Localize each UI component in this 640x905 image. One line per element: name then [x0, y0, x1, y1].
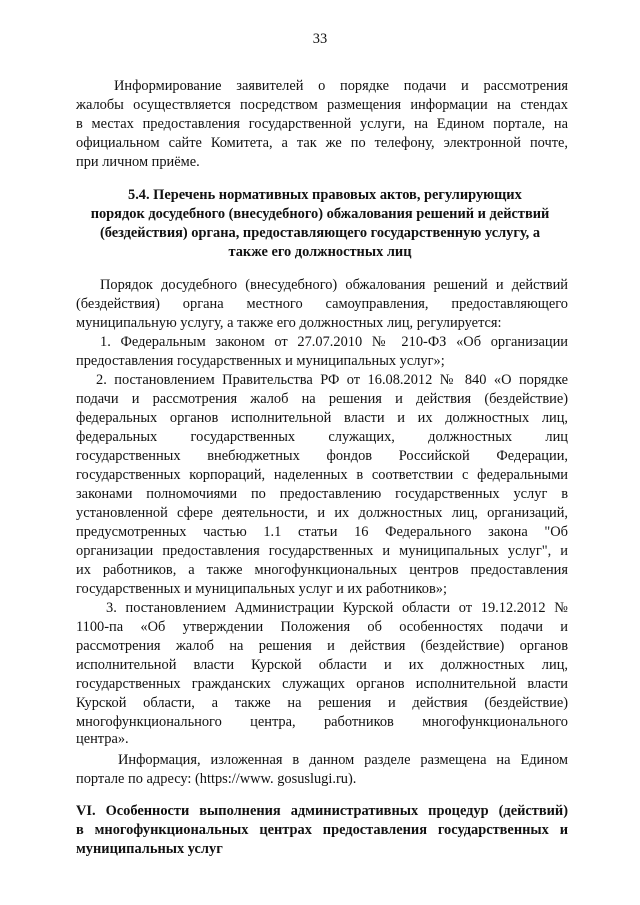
text-line: федеральных государственных служащих, должностных лиц: [76, 429, 568, 445]
heading-line: VI. Особенности выполнения административных процедур (действий): [76, 803, 568, 819]
text-line: исполнительной власти Курской области и их должностных лиц,: [76, 657, 568, 673]
text-line: их работников, а также многофункциональных центров предоставления: [76, 562, 568, 578]
text-line: федеральных органов исполнительной власти и их должностных лиц,: [76, 410, 568, 426]
text-line: 1100-па «Об утверждении Положения об особенностях подачи и: [76, 619, 568, 635]
heading-line: порядок досудебного (внесудебного) обжалования решений и действий: [90, 206, 550, 222]
text-line: законами полномочиями по предоставлению государственных услуг в: [76, 486, 568, 502]
text-line: портале по адресу: (https://www. gosuslugi.ru).: [76, 771, 357, 787]
heading-line: муниципальных услуг: [76, 841, 223, 857]
text-line: (бездействия) органа местного самоуправления, предоставляющего: [76, 296, 568, 312]
heading-line: (бездействия) органа, предоставляющего государственную услугу, а: [99, 225, 541, 241]
text-line: подачи и рассмотрения жалоб на решения и действия (бездействие): [76, 391, 568, 407]
text-line: рассмотрения жалоб на решения и действия (бездействие) органов: [76, 638, 568, 654]
text-line: в местах предоставления государственной услуги, на Едином портале, на: [76, 116, 568, 132]
text-line: жалобы осуществляется посредством размещения информации на стендах: [76, 97, 568, 113]
text-line: официальном сайте Комитета, а так же по телефону, электронной почте,: [76, 135, 568, 151]
text-line: Курской области, а также на решения и действия (бездействие): [76, 695, 568, 711]
heading-line: 5.4. Перечень нормативных правовых актов, регулирующих: [128, 187, 522, 203]
text-line: государственных внебюджетных фондов Российской Федерации,: [76, 448, 568, 464]
text-line: Информирование заявителей о порядке подачи и рассмотрения: [114, 78, 568, 94]
page-number: 33: [312, 31, 328, 47]
text-line: организации предоставления государственных и муниципальных услуг", и: [76, 543, 568, 559]
text-line: установленной сфере деятельности, и их должностных лиц, организаций,: [76, 505, 568, 521]
heading-line: также его должностных лиц: [228, 244, 412, 260]
text-line: муниципальную услугу, а также его должностных лиц, регулируется:: [76, 315, 502, 331]
text-line: при личном приёме.: [76, 154, 200, 170]
heading-line: в многофункциональных центрах предоставления государственных и: [76, 822, 568, 838]
text-line: центра».: [76, 731, 129, 747]
text-line: Порядок досудебного (внесудебного) обжалования решений и действий: [100, 277, 568, 293]
text-line: государственных корпораций, наделенных в соответствии с федеральными: [76, 467, 568, 483]
text-line: государственных и муниципальных услуг и их работников»;: [76, 581, 447, 597]
list-item-3: 3. постановлением Администрации Курской области от 19.12.2012 №: [106, 600, 568, 616]
list-item-2: 2. постановлением Правительства РФ от 16.08.2012 № 840 «О порядке: [96, 372, 568, 388]
text-line: предусмотренных частью 1.1 статьи 16 Федерального закона "Об: [76, 524, 568, 540]
text-line: предоставления государственных и муниципальных услуг»;: [76, 353, 445, 369]
list-item-1: 1. Федеральным законом от 27.07.2010 № 210-ФЗ «Об организации: [100, 334, 568, 350]
text-line: государственных гражданских служащих органов исполнительной власти: [76, 676, 568, 692]
text-line: Информация, изложенная в данном разделе размещена на Едином: [118, 752, 568, 768]
text-line: многофункционального центра, работников многофункционального: [76, 714, 568, 730]
